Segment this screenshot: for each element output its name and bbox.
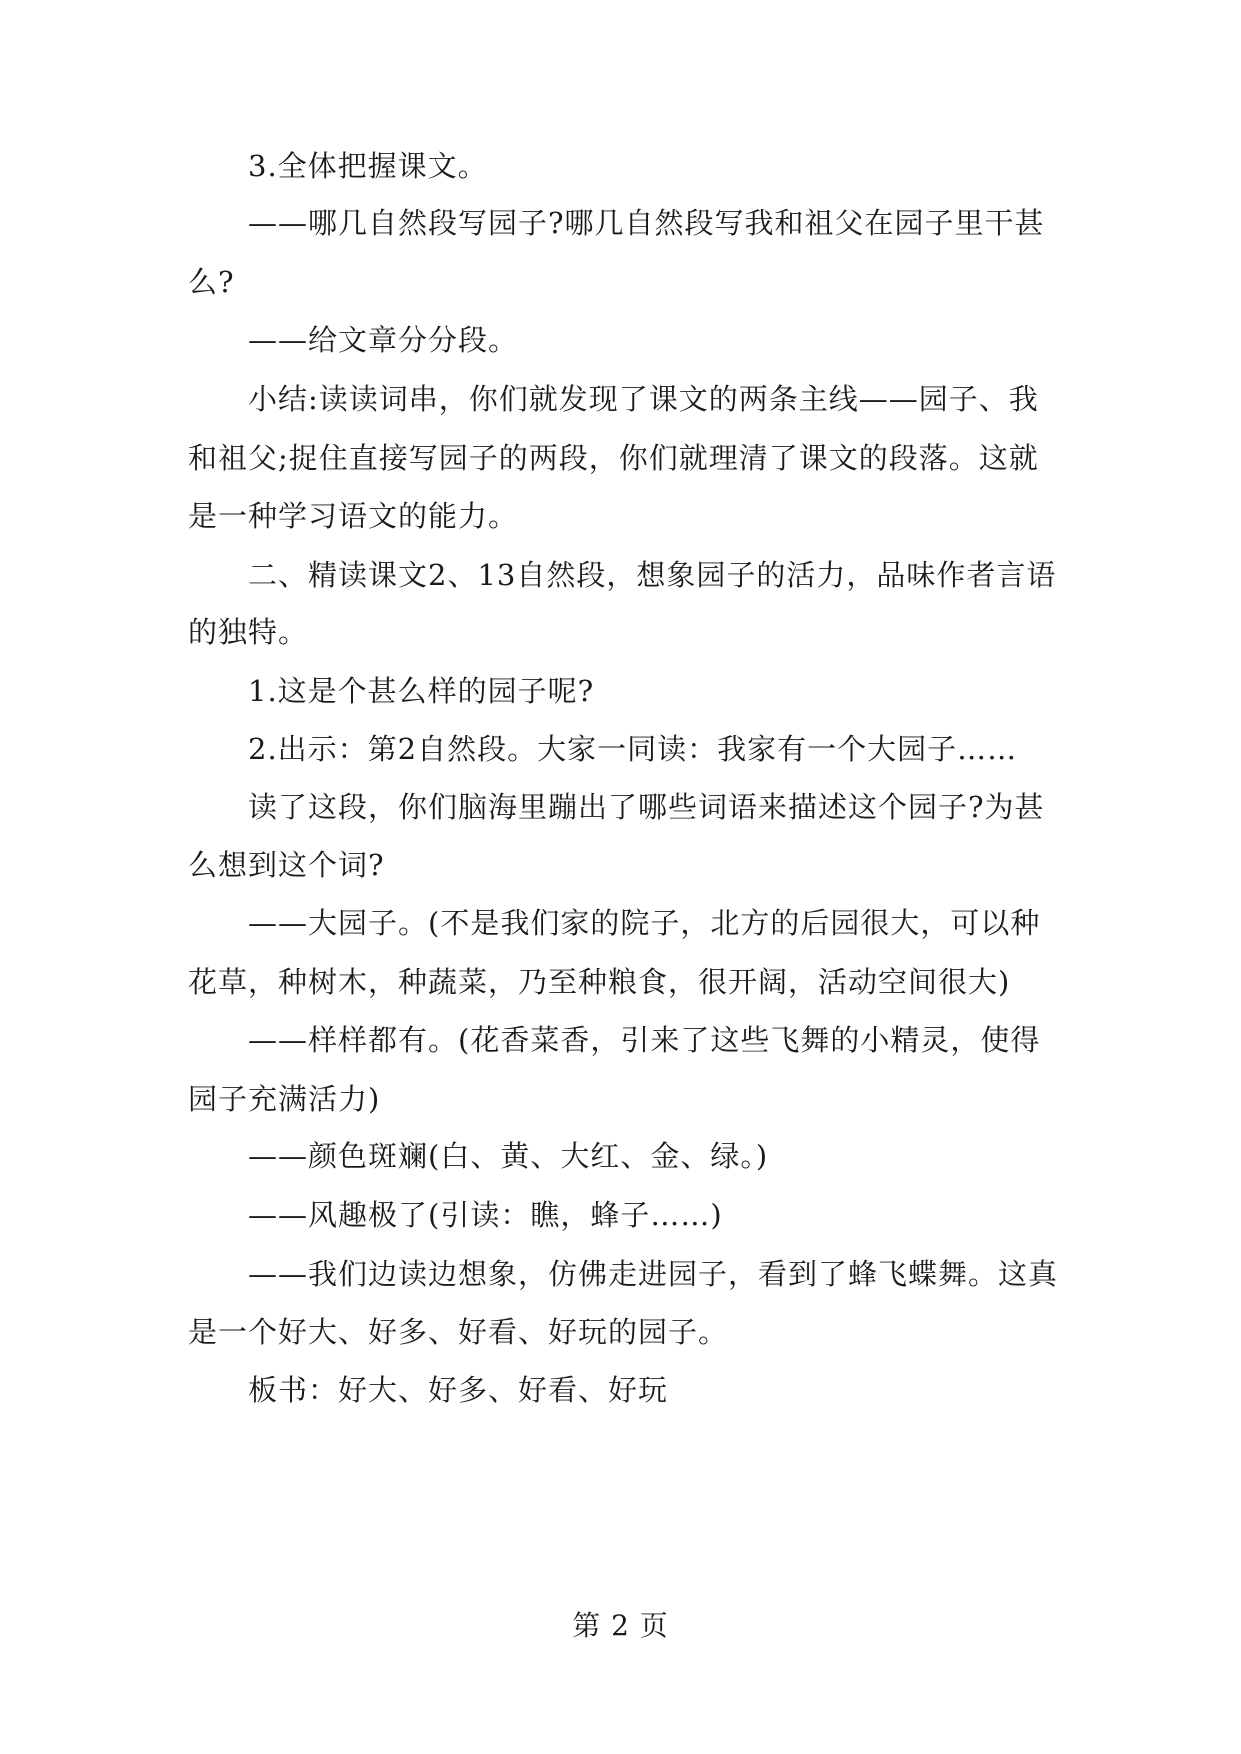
text-line: ——样样都有。(花香菜香，引来了这些飞舞的小精灵，使得	[248, 1023, 1041, 1057]
text-line: 2.出示：第2自然段。大家一同读：我家有一个大园子……	[248, 732, 1018, 766]
text-line: 么?	[188, 265, 235, 299]
text-line: 是一个好大、好多、好看、好玩的园子。	[188, 1315, 729, 1349]
text-line: 二、精读课文2、13自然段，想象园子的活力，品味作者言语	[248, 558, 1057, 592]
text-line: 园子充满活力)	[188, 1082, 381, 1116]
text-line: ——给文章分分段。	[248, 323, 519, 357]
text-line: ——我们边读边想象，仿佛走进园子，看到了蜂飞蝶舞。这真	[248, 1257, 1059, 1291]
text-line: ——哪几自然段写园子?哪几自然段写我和祖父在园子里干甚	[248, 206, 1045, 240]
text-line: 和祖父;捉住直接写园子的两段，你们就理清了课文的段落。这就	[188, 441, 1039, 475]
text-line: 板书：好大、好多、好看、好玩	[248, 1373, 669, 1407]
text-line: 的独特。	[188, 615, 309, 649]
page-number: 第 2 页	[572, 1609, 669, 1642]
text-line: ——大园子。(不是我们家的院子，北方的后园很大，可以种	[248, 906, 1041, 940]
text-line: 1.这是个甚么样的园子呢?	[248, 674, 595, 708]
text-line: 读了这段，你们脑海里蹦出了哪些词语来描述这个园子?为甚	[248, 790, 1045, 824]
text-line: 么想到这个词?	[188, 848, 385, 882]
text-line: 3.全体把握课文。	[248, 149, 488, 183]
text-line: ——颜色斑斓(白、黄、大红、金、绿。)	[248, 1139, 769, 1173]
text-line: 小结:读读词串，你们就发现了课文的两条主线——园子、我	[248, 382, 1039, 416]
text-line: ——风趣极了(引读：瞧，蜂子……)	[248, 1198, 723, 1232]
text-line: 是一种学习语文的能力。	[188, 499, 519, 533]
text-line: 花草，种树木，种蔬菜，乃至种粮食，很开阔，活动空间很大)	[188, 965, 1011, 999]
